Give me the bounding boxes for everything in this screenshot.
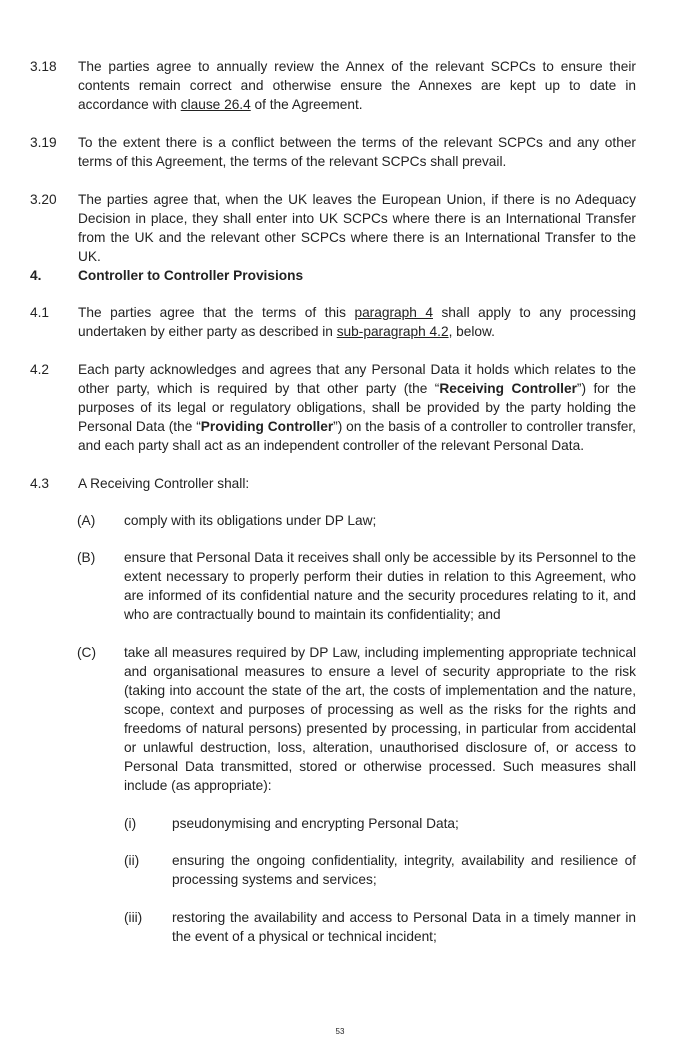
- clause-text: To the extent there is a conflict between the terms of the relevant SCPCs and any other terms of this Agreement, the terms of the relevant SCPCs shall prevail.: [78, 135, 636, 169]
- section-number: 4.: [30, 268, 42, 283]
- paragraph-reference-link[interactable]: paragraph 4: [354, 305, 433, 320]
- clause-text: A Receiving Controller shall:: [78, 476, 250, 491]
- clause-number: 4.1: [30, 305, 50, 320]
- clause-number: 4.3: [30, 476, 50, 491]
- list-item-label: (A): [77, 513, 96, 528]
- list-item-label: (B): [77, 550, 96, 565]
- page-number: 53: [335, 1027, 345, 1036]
- list-item-text: comply with its obligations under DP Law;: [124, 513, 377, 528]
- sub-list-item-text: restoring the availability and access to Personal Data in a timely manner in the event of a physical or technical incident;: [172, 910, 636, 944]
- defined-term: Providing Controller: [200, 419, 334, 434]
- clause-number: 4.2: [30, 362, 50, 377]
- list-item-text: ensure that Personal Data it receives shall only be accessible by its Personnel to the extent necessary to properly perform their duties in relation to this Agreement, who are informed of its confidential nature and the security procedures relating to it, and who are contractually bound to maintain its confidentiality; and: [124, 550, 636, 622]
- clause-text: Each party acknowledges and agrees that any Personal Data it holds which relates to the other party, which is required by that other party (the “Receiving Controller”) for the purposes of its legal or regulatory obligations, shall be provided by the party holding the Personal Data (the “Providing Controller”) on the basis of a controller to controller transfer, and each party shall act as an independent controller of the relevant Personal Data.: [78, 362, 636, 453]
- section-title: Controller to Controller Provisions: [78, 268, 304, 283]
- sub-list-item-label: (i): [124, 816, 137, 831]
- sub-list-item-text: pseudonymising and encrypting Personal Data;: [172, 816, 459, 831]
- clause-text: The parties agree to annually review the Annex of the relevant SCPCs to ensure their contents remain correct and otherwise ensure the Annexes are kept up to date in accordance with clause 26.4 of the Agreement.: [78, 59, 636, 112]
- sub-list-item-text: ensuring the ongoing confidentiality, integrity, availability and resilience of processing systems and services;: [172, 853, 636, 887]
- clause-reference-link[interactable]: clause 26.4: [180, 97, 251, 112]
- clause-number: 3.19: [30, 135, 57, 150]
- list-item-text: take all measures required by DP Law, including implementing appropriate technical and organisational measures to ensure a level of security appropriate to the risk (taking into account the state of the art, the costs of implementation and the nature, scope, context and purposes of processing as well as the risks for the rights and freedoms of natural persons) presented by processing, in particular from accidental or unlawful destruction, loss, alteration, unauthorised disclosure of, or access to Personal Data transmitted, stored or otherwise processed. Such measures shall include (as appropriate):: [124, 645, 636, 793]
- sub-list-item-label: (iii): [124, 910, 143, 925]
- clause-number: 3.20: [30, 192, 57, 207]
- sub-list-item-label: (ii): [124, 853, 140, 868]
- sub-paragraph-reference-link[interactable]: sub-paragraph 4.2: [336, 324, 449, 339]
- defined-term: Receiving Controller: [439, 381, 577, 396]
- clause-text: The parties agree that, when the UK leaves the European Union, if there is no Adequacy Decision in place, they shall enter into UK SCPCs where there is an International Transfer from the UK and the relevant other SCPCs where there is an International Transfer to the UK.: [78, 192, 636, 264]
- clause-text: The parties agree that the terms of this paragraph 4 shall apply to any processing undertaken by either party as described in sub-paragraph 4.2, below.: [78, 305, 637, 339]
- list-item-label: (C): [77, 645, 97, 660]
- clause-number: 3.18: [30, 59, 57, 74]
